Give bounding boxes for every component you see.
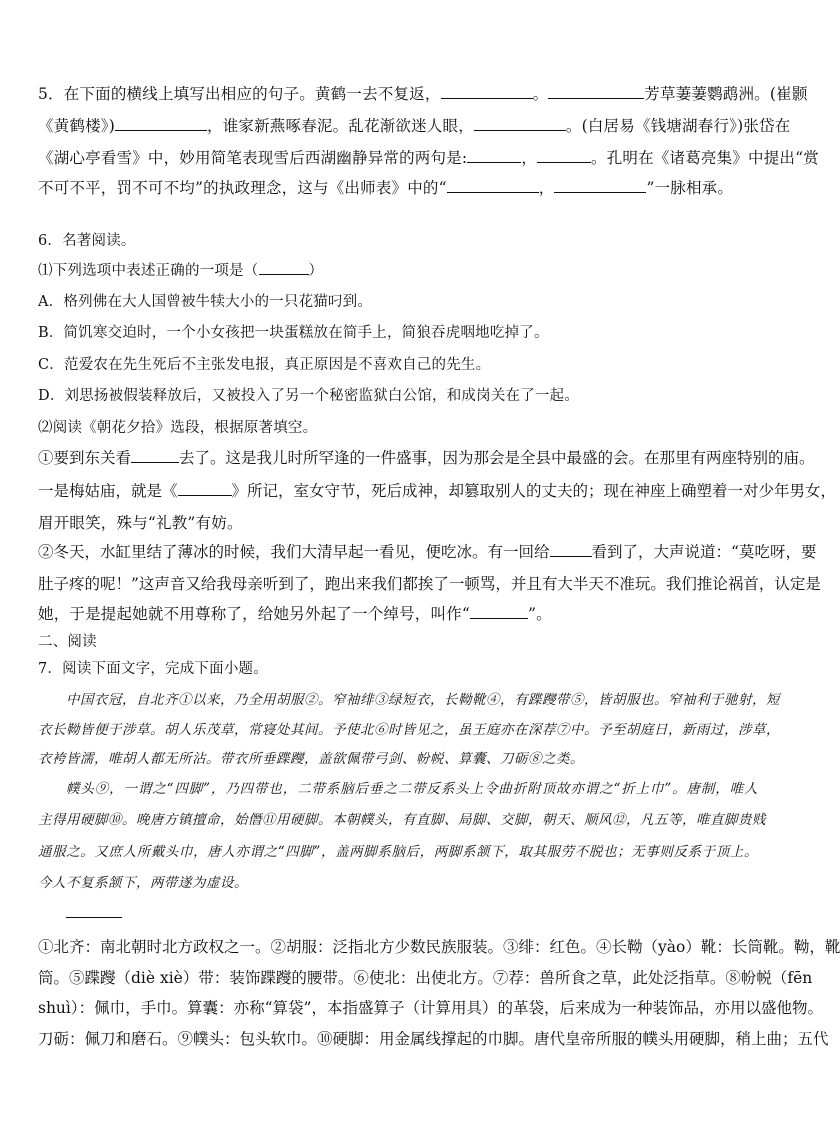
answer-blank[interactable] — [115, 116, 207, 131]
answer-blank[interactable] — [259, 260, 309, 275]
footnote-line: 刀砺：佩刀和磨石。⑨幞头：包头软巾。⑩硬脚：用金属线撑起的巾脚。唐代皇帝所服的幞头用硬脚，稍上曲；五代 — [38, 1030, 829, 1048]
passage-line: 中国衣冠，自北齐①以来，乃全用胡服②。窄袖绯③绿短衣，长靿靴④，有蹀躞带⑤，皆胡服也。窄袖利于驰射，短 — [66, 692, 780, 708]
q5-line-3: 《湖心亭看雪》中，妙用简笔表现雪后西湖幽静异常的两句是: ， 。孔明在《诸葛亮集》中提出“赏 — [38, 149, 819, 167]
reading-line: 肚子疼的呢！”这声音又给我母亲听到了，跑出来我们都挨了一顿骂，并且有大半天不准玩。我们推论祸首，认定是 — [38, 575, 821, 593]
passage-line: 通服之。又庶人所戴头巾，唐人亦谓之“四脚”，盖两脚系脑后，两脚系颔下，取其服劳不脱也；无事则反系于顶上。 — [38, 844, 758, 860]
option-c: C．范爱农在先生死后不主张发电报，真正原因是不喜欢自己的先生。 — [38, 357, 491, 373]
passage-line: 衣袴皆濡，唯胡人都无所沾。带衣所垂蹀躞，盖欲佩带弓剑、帉帨、算囊、刀砺⑧之类。 — [38, 751, 584, 767]
q5-line-2: 《黄鹤楼》) ，谁家新燕啄春泥。乱花渐欲迷人眼， 。(白居易《钱塘湖春行》)张岱在 — [38, 117, 791, 135]
q6-part2-prompt: ⑵阅读《朝花夕拾》选段，根据原著填空。 — [38, 420, 318, 436]
passage-line: 衣长靿皆便于涉草。胡人乐茂草，常寝处其间。予使北⑥时皆见之，虽王庭亦在深荐⑦中。予至胡庭日，新雨过，涉草， — [38, 722, 780, 738]
answer-blank[interactable] — [550, 542, 592, 557]
passage-line: 今人不复系颔下，两带遂为虚设。 — [38, 875, 248, 891]
option-b: B．简饥寒交迫时，一个小女孩把一块蛋糕放在简手上，简狼吞虎咽地吃掉了。 — [38, 325, 549, 341]
answer-blank[interactable] — [467, 148, 521, 163]
reading-line: ①要到东关看 去了。这是我儿时所罕逢的一件盛事，因为那会是全县中最盛的会。在那里有两座特别的庙。 — [38, 449, 815, 467]
q5-line-1: 5．在下面的横线上填写出相应的句子。黄鹤一去不复返， 。 芳草萋萋鹦鹉洲。(崔颢 — [38, 85, 808, 103]
answer-blank[interactable] — [447, 178, 539, 193]
passage-line: 幞头⑨，一谓之“四脚”，乃四带也，二带系脑后垂之二带反系头上令曲折附顶故亦谓之“折上巾”。唐制，唯人 — [66, 781, 758, 797]
answer-blank[interactable] — [131, 448, 179, 463]
reading-line: 眉开眼笑，殊与“礼教”有妨。 — [38, 514, 243, 532]
reading-line: 她，于是提起她就不用尊称了，给她另外起了一个绰号，叫作“ ”。 — [38, 605, 552, 623]
option-d: D．刘思扬被假装释放后，又被投入了另一个秘密监狱白公馆，和成岗关在了一起。 — [38, 388, 580, 404]
footnote-line: 筒。⑤蹀躞（diè xiè）带：装饰蹀躞的腰带。⑥使北：出使北方。⑦荐：兽所食之草，此处泛指草。⑧帉帨（fēn — [38, 969, 813, 987]
answer-blank[interactable] — [548, 84, 644, 99]
answer-blank[interactable] — [554, 178, 646, 193]
answer-blank[interactable] — [470, 604, 528, 619]
reading-line: ②冬天，水缸里结了薄冰的时候，我们大清早起一看见，便吃冰。有一回给 看到了，大声说道：“莫吃呀，要 — [38, 543, 817, 561]
answer-blank[interactable] — [441, 84, 533, 99]
q7-title: 7．阅读下面文字，完成下面小题。 — [38, 661, 268, 677]
answer-blank[interactable] — [537, 148, 591, 163]
q6-part1-prompt: ⑴下列选项中表述正确的一项是（ ） — [38, 259, 323, 280]
q6-title: 6．名著阅读。 — [38, 233, 136, 249]
passage-line: 主得用硬脚⑩。晚唐方镇擅命，始僭⑪用硬脚。本朝幞头，有直脚、局脚、交脚，朝天、顺风⑫，凡五等，唯直脚贵贱 — [38, 812, 766, 828]
footnote-line: ①北齐：南北朝时北方政权之一。②胡服：泛指北方少数民族服装。③绯：红色。④长靿（yào）靴：长筒靴。靿，靴 — [38, 938, 840, 956]
option-a: A．格列佛在大人国曾被牛犊大小的一只花猫叼到。 — [38, 294, 373, 310]
q5-line-4: 不可不平，罚不可不均”的执政理念，这与《出师表》中的“ ， ”一脉相承。 — [38, 179, 734, 197]
footnote-line: shuì）：佩巾，手巾。算囊：亦称“算袋”，本指盛算子（计算用具）的革袋，后来成为一种装饰品，亦用以盛他物。 — [38, 999, 823, 1017]
answer-blank[interactable] — [178, 481, 232, 496]
reading-line: 一是梅姑庙，就是《 》所记，室女守节，死后成神，却篡取别人的丈夫的；现在神座上确塑着一对少年男女， — [38, 482, 837, 500]
footnote-separator — [66, 917, 122, 918]
answer-blank[interactable] — [474, 116, 566, 131]
section-heading: 二、阅读 — [38, 634, 97, 650]
